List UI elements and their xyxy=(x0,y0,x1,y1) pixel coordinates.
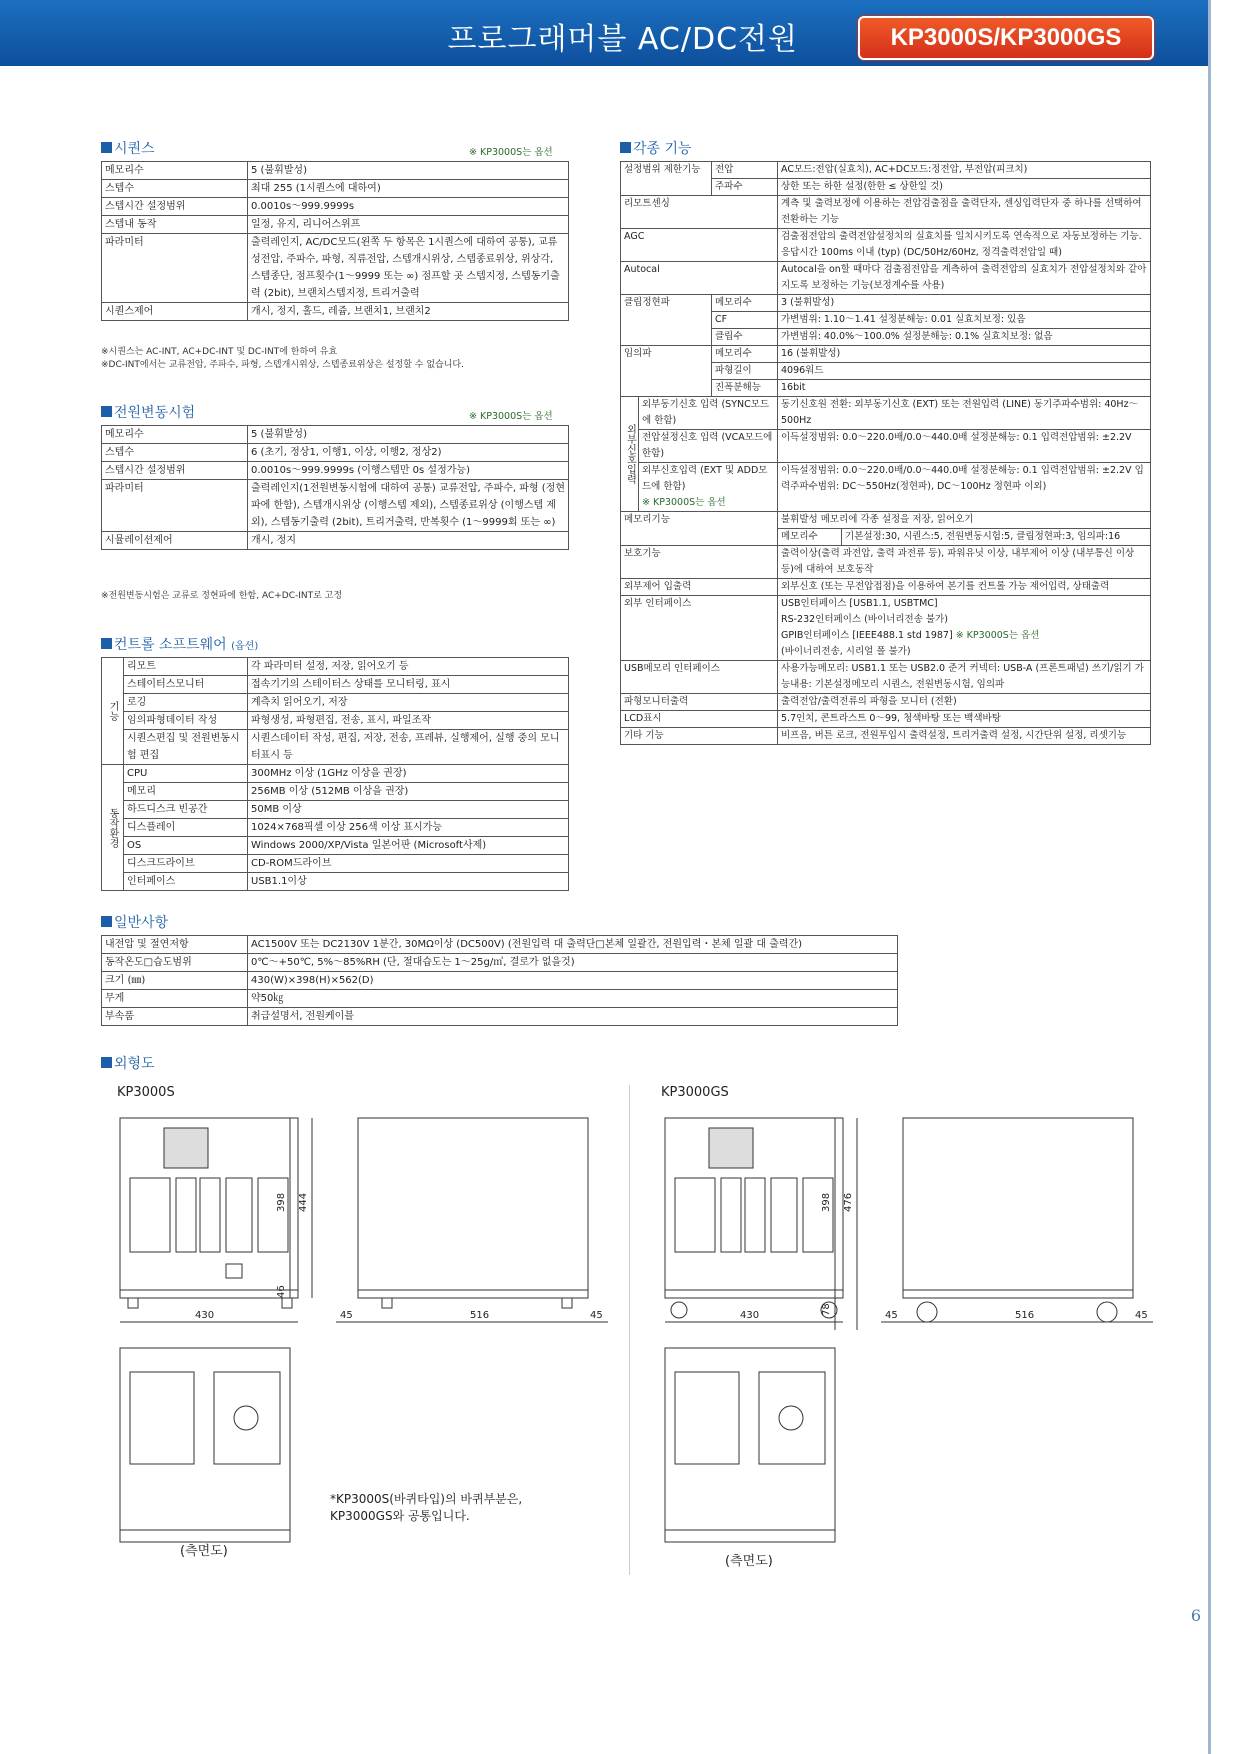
sequence-table xyxy=(101,161,569,321)
table-row: USB메모리 인터페이스 사용가능메모리: USB1.1 또는 USB2.0 준거 커넥터: USB-A (프론트패널) 쓰기/읽기 가능내용: 기본설정메모리 시퀀스, 전원변동시험, 임의파 xyxy=(621,661,1151,694)
table-row: 메모리수 5 (불휘발성) xyxy=(102,162,569,180)
psim-title: 전원변동시험 xyxy=(101,402,195,422)
table-row: 외부신호입력 (EXT 및 ADD모드에 한함) ※ KP3000S는 옵션 이득설정범위: 0.0～220.0배/0.0～440.0배 설정분해능: 0.1 입력전압범위: ±2.2V 입력주파수범위: DC～550Hz(정현파), DC～100Hz 정현파 이외) xyxy=(621,463,1151,512)
table-row: 부속품 취급설명서, 전원케이블 xyxy=(102,1008,898,1026)
psim-option-note: ※ KP3000S는 옵션 xyxy=(469,411,553,422)
group-label: 동작환경 xyxy=(102,765,124,891)
dim-height: 398 xyxy=(276,1192,287,1212)
table-row: 동작온도□습도범위 0℃～+50℃, 5%～85%RH (단, 절대습도는 1～25g/㎥, 결로가 없을것) xyxy=(102,954,898,972)
table-row: 스텝수 6 (초기, 정상1, 이행1, 이상, 이행2, 정상2) xyxy=(102,444,569,462)
kp3000gs-label: KP3000GS xyxy=(661,1085,729,1100)
side-view-label-s: (측면도) xyxy=(180,1544,228,1559)
psim-note: ※전원변동시험은 교류로 정현파에 한함, AC+DC-INT로 고정 xyxy=(101,591,343,601)
software-table xyxy=(101,657,569,891)
table-row: 파라미터 출력레인지, AC/DC모드(왼쪽 두 항목은 1시퀀스에 대하여 공통), 교류성전압, 주파수, 파형, 직류전압, 스텝개시위상, 스텝종료위상, 위상각, 스텝종단, 점프횟수(1～9999 또는 ∞) 점프할 곳 스텝지정, 스텝동기출력 (2bit), 브랜치스텝지정, 트리거출력 xyxy=(102,234,569,303)
outline-title: 외형도 xyxy=(101,1053,155,1073)
model-badge: KP3000S/KP3000GS xyxy=(858,16,1154,60)
table-row: 임의파형데이터 작성 파형생성, 파형편집, 전송, 표시, 파일조작 xyxy=(102,712,569,730)
psim-table xyxy=(101,425,569,550)
dim-height-total: 476 xyxy=(843,1192,854,1212)
group-label: 기능 xyxy=(102,658,124,765)
table-row: 인터페이스 USB1.1이상 xyxy=(102,873,569,891)
table-row: 기타 기능 비프음, 버튼 로크, 전원투입시 출력설정, 트리거출력 설정, 시간단위 설정, 리셋기능 xyxy=(621,728,1151,745)
table-row: 클립수 가변범위: 40.0%～100.0% 설정분해능: 0.1% 실효치보정: 없음 xyxy=(621,329,1151,346)
table-row: Autocal Autocal을 on할 때마다 검출점전압을 계측하여 출력전압의 실효치가 전압설정치와 같아지도록 보정하는 기능(보정계수를 사용) xyxy=(621,262,1151,295)
table-row: 스텝시간 설정범위 0.0010s～999.9999s xyxy=(102,198,569,216)
features-title: 각종 기능 xyxy=(620,138,692,158)
table-row: 기능 리모트 각 파라미터 설정, 저장, 읽어오기 등 xyxy=(102,658,569,676)
table-row: 디스크드라이브 CD-ROM드라이브 xyxy=(102,855,569,873)
table-row: 하드디스크 빈공간 50MB 이상 xyxy=(102,801,569,819)
table-row: 파라미터 출력레인지(1전원변동시험에 대하여 공통) 교류전압, 주파수, 파형 (정현파에 한함), 스텝개시위상 (이행스텝 제외), 스텝종료위상 (이행스텝 제외), 스텝동기출력 (2bit), 트리거출력, 반복횟수 (1～9999회 또는 ∞) xyxy=(102,480,569,532)
table-row: 파형길이 4096워드 xyxy=(621,363,1151,380)
features-table xyxy=(620,161,1151,745)
table-row: 스텝수 최대 255 (1시퀀스에 대하여) xyxy=(102,180,569,198)
divider xyxy=(629,1085,630,1575)
note-line: ※DC-INT에서는 교류전압, 주파수, 파형, 스텝개시위상, 스텝종료위상은 설정할 수 없습니다. xyxy=(101,360,464,370)
sequence-title: 시퀀스 xyxy=(101,138,155,158)
option-note: ※ KP3000S는 옵션 xyxy=(955,630,1040,641)
table-row: 보호기능 출력이상(출력 과전압, 출력 과전류 등), 파워유닛 이상, 내부제어 이상 (내부통신 이상 등)에 대하여 보호동작 xyxy=(621,546,1151,579)
table-row: OS Windows 2000/XP/Vista 일본어판 (Microsoft사제) xyxy=(102,837,569,855)
table-row: LCD표시 5.7인치, 콘트라스트 0～99, 청색바탕 또는 백색바탕 xyxy=(621,711,1151,728)
table-row: 주파수 상한 또는 하한 설정(한한 ≤ 상한일 것) xyxy=(621,179,1151,196)
page-title: 프로그래머블 AC/DC전원 xyxy=(447,22,798,57)
table-row: 메모리수 5 (불휘발성) xyxy=(102,426,569,444)
table-row: 로깅 계측치 읽어오기, 저장 xyxy=(102,694,569,712)
table-row: 시퀀스편집 및 전원변동시험 편집 시퀀스데이터 작성, 편집, 저장, 전송, 프레뷰, 실행제어, 실행 중의 모니터표시 등 xyxy=(102,730,569,765)
dim-depth: 516 xyxy=(470,1310,490,1321)
table-row: 리모트센싱 계측 및 출력보정에 이용하는 전압검출점을 출력단자, 센싱입력단자 중 하나를 선택하여 전환하는 기능 xyxy=(621,196,1151,229)
page-number: 6 xyxy=(1190,1606,1201,1625)
table-row: 전압설정신호 입력 (VCA모드에 한함) 이득설정범위: 0.0～220.0배/0.0～440.0배 설정분해능: 0.1 입력전압범위: ±2.2V xyxy=(621,430,1151,463)
dim-height-total: 444 xyxy=(298,1192,309,1212)
dim-depth-left: 45 xyxy=(885,1310,898,1321)
table-row: 무게 약50㎏ xyxy=(102,990,898,1008)
table-row: 클립정현파 메모리수 3 (불휘발성) xyxy=(621,295,1151,312)
table-row: 메모리 256MB 이상 (512MB 이상을 권장) xyxy=(102,783,569,801)
table-row: 크기 (㎜) 430(W)×398(H)×562(D) xyxy=(102,972,898,990)
dim-width: 430 xyxy=(740,1310,760,1321)
dim-depth: 516 xyxy=(1015,1310,1035,1321)
sequence-notes xyxy=(101,346,571,372)
table-row: 시퀀스제어 개시, 정지, 홀드, 레쥼, 브랜치1, 브랜치2 xyxy=(102,303,569,321)
side-view-label-gs: (측면도) xyxy=(725,1554,773,1569)
dim-depth-right: 45 xyxy=(590,1310,603,1321)
table-row: 스텝시간 설정범위 0.0010s～999.9999s (이행스텝만 0s 설정가능) xyxy=(102,462,569,480)
dim-foot: 46 xyxy=(276,1285,287,1298)
sequence-option-note: ※ KP3000S는 옵션 xyxy=(469,147,553,158)
outline-note: *KP3000S(바퀴타입)의 바퀴부분은, KP3000GS와 공통입니다. xyxy=(330,1492,523,1523)
table-row: 스텝내 동작 일정, 유지, 리니어스위프 xyxy=(102,216,569,234)
option-note: ※ KP3000S는 옵션 xyxy=(642,497,726,508)
software-title: 컨트롤 소프트웨어 (옵션) xyxy=(101,634,258,654)
note-line: ※시퀀스는 AC-INT, AC+DC-INT 및 DC-INT에 한하여 유효 xyxy=(101,347,338,357)
table-row: 외부제어 입출력 외부신호 (또는 무전압접점)을 이용하여 본기를 컨트롤 가능 제어입력, 상태출력 xyxy=(621,579,1151,596)
right-edge-line xyxy=(1208,0,1211,1754)
group-label: 외부신호입력 xyxy=(621,397,639,512)
dim-width: 430 xyxy=(195,1310,215,1321)
dim-foot: 78 xyxy=(821,1303,832,1316)
table-row: 내전압 및 절연저항 AC1500V 또는 DC2130V 1분간, 30MΩ이상 (DC500V) (전원입력 대 출력단□본체 일괄간, 전원입력・본체 일괄 대 출력간) xyxy=(102,936,898,954)
table-row: 외부 인터페이스 USB인터페이스 [USB1.1, USBTMC] RS-232인터페이스 (바이너리전송 불가) GPIB인터페이스 [IEEE488.1 std 1987] ※ KP3000S는 옵션 (바이너리전송, 시리얼 폴 불가) xyxy=(621,596,1151,661)
table-row: 설정범위 제한기능 전압 AC모드:전압(실효치), AC+DC모드:정전압, 부전압(피크치) xyxy=(621,162,1151,179)
general-title: 일반사항 xyxy=(101,912,168,932)
table-row: 진폭분해능 16bit xyxy=(621,380,1151,397)
table-row: 디스플레이 1024×768픽셀 이상 256색 이상 표시가능 xyxy=(102,819,569,837)
table-row: 파형모니터출력 출력전압/출력전류의 파형을 모니터 (전환) xyxy=(621,694,1151,711)
table-row: CF 가변범위: 1.10～1.41 설정분해능: 0.01 실효치보정: 있음 xyxy=(621,312,1151,329)
general-table xyxy=(101,935,898,1026)
dim-depth-right: 45 xyxy=(1135,1310,1148,1321)
table-row: 메모리수 기본설정:30, 시퀀스:5, 전원변동시험:5, 클립정현파:3, 임의파:16 xyxy=(621,529,1151,546)
table-row: 시뮬레이션제어 개시, 정지 xyxy=(102,532,569,550)
table-row: 동작환경 CPU 300MHz 이상 (1GHz 이상을 권장) xyxy=(102,765,569,783)
dim-height: 398 xyxy=(821,1192,832,1212)
table-row: 스테이터스모니터 접속기기의 스테이터스 상태를 모니터링, 표시 xyxy=(102,676,569,694)
kp3000gs-drawing xyxy=(645,1100,1165,1580)
table-row: 메모리기능 불휘발성 메모리에 각종 설정을 저장, 읽어오기 xyxy=(621,512,1151,529)
kp3000s-label: KP3000S xyxy=(117,1085,175,1100)
table-row: 임의파 메모리수 16 (불휘발성) xyxy=(621,346,1151,363)
table-row: AGC 검출점전압의 출력전압설정치의 실효치를 일치시키도록 연속적으로 자동보정하는 기능. 응답시간 100ms 이내 (typ) (DC/50Hz/60Hz, 정격출력전압일 때) xyxy=(621,229,1151,262)
header-bar xyxy=(0,0,1208,66)
table-row: 외부신호입력 외부동기신호 입력 (SYNC모드에 한함) 동기신호원 전환: 외부동기신호 (EXT) 또는 전원입력 (LINE) 동기주파수범위: 40Hz～500Hz xyxy=(621,397,1151,430)
dim-depth-left: 45 xyxy=(340,1310,353,1321)
